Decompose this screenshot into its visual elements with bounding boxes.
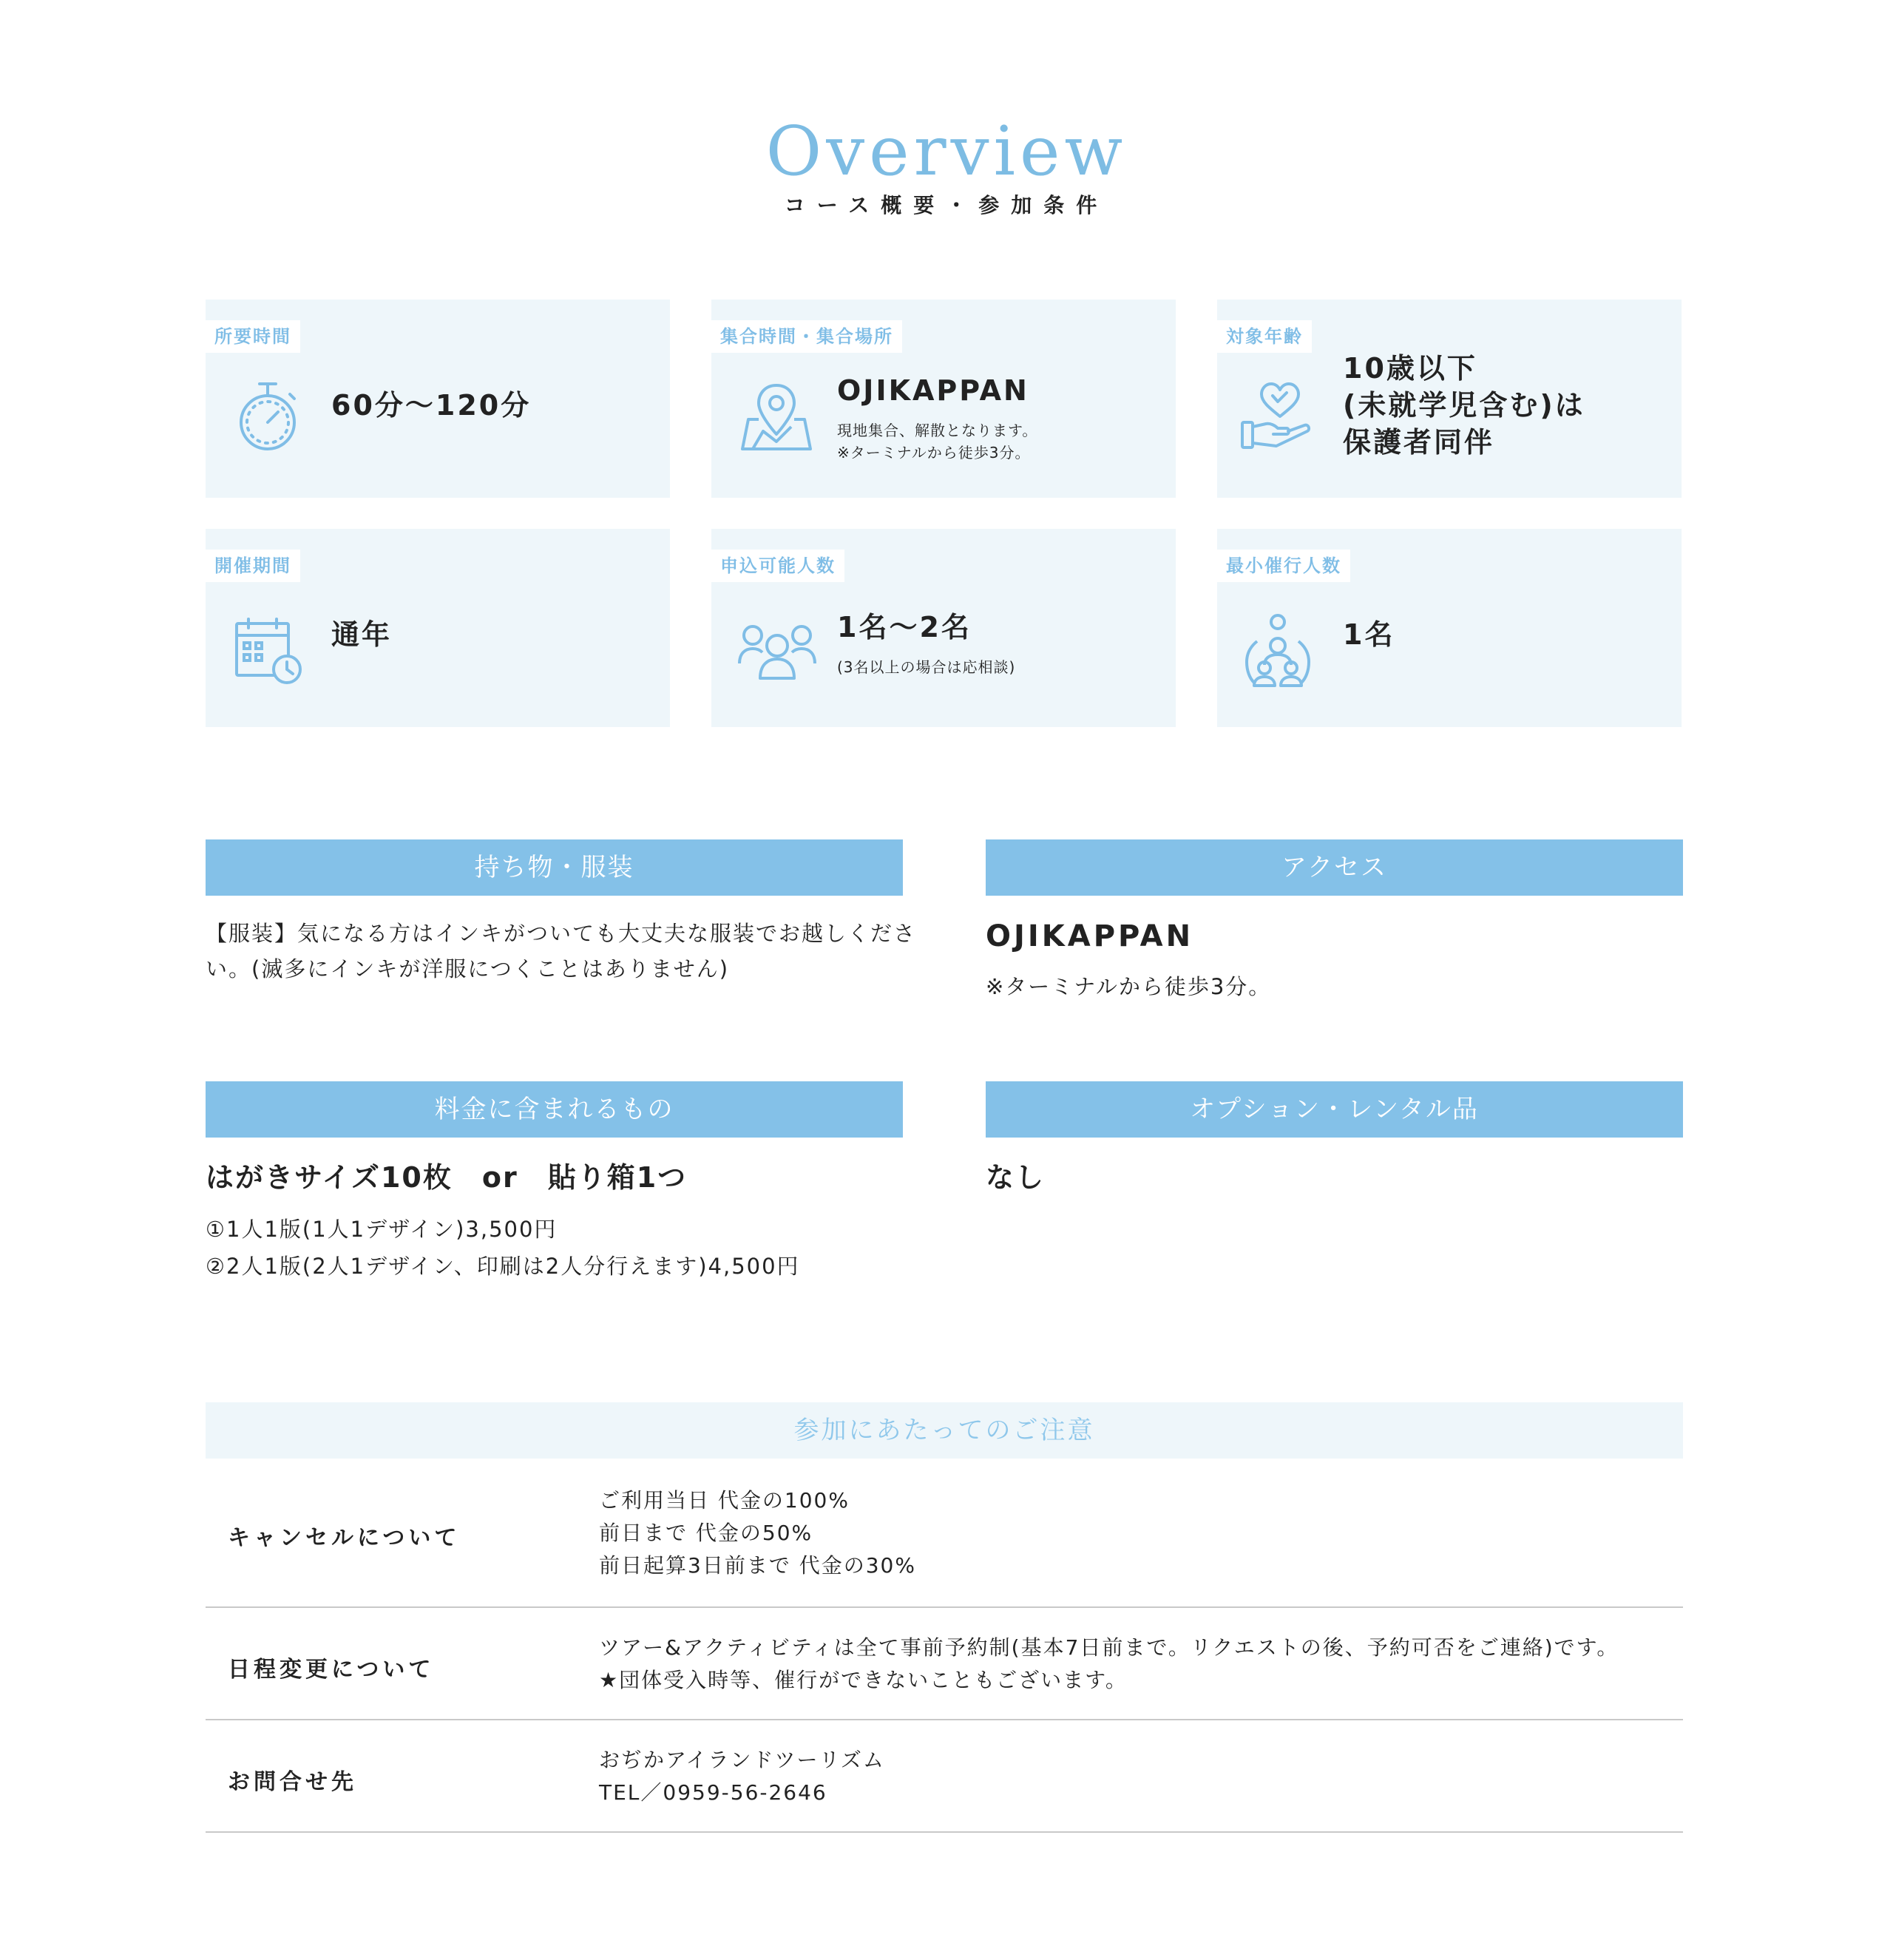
row-label-cancel: キャンセルについて	[228, 1525, 461, 1551]
belongings-text: 【服装】気になる方はインキがついても大丈夫な服装でお越しくださ	[206, 921, 917, 946]
options-heading: オプション・レンタル品	[986, 1081, 1683, 1138]
card-tag: 開催期間	[206, 550, 300, 582]
access-heading: アクセス	[986, 839, 1683, 896]
map-pin-icon	[738, 379, 815, 453]
row-value: TEL／0959-56-2646	[599, 1780, 827, 1805]
row-value: 前日まで 代金の50%	[599, 1521, 813, 1545]
card-duration	[206, 300, 670, 498]
access-note: ※ターミナルから徒歩3分。	[986, 974, 1272, 999]
stopwatch-icon	[235, 379, 302, 453]
row-value: ご利用当日 代金の100%	[599, 1488, 850, 1513]
card-value: 60分〜120分	[331, 389, 532, 422]
belongings-text: い。(滅多にインキが洋服につくことはありません)	[206, 956, 730, 981]
calendar-clock-icon	[232, 616, 306, 687]
page-subtitle: コース概要・参加条件	[784, 193, 1109, 217]
card-note: (3名以上の場合は応相談)	[837, 658, 1016, 676]
included-line: ②2人1版(2人1デザイン、印刷は2人分行えます)4,500円	[206, 1254, 800, 1279]
row-value: ★団体受入時等、催行ができないこともございます。	[599, 1668, 1128, 1692]
card-value-line: 保護者同伴	[1343, 426, 1495, 459]
row-value: ツアー&アクティビティは全て事前予約制(基本7日前まで。リクエストの後、予約可否をご連絡)です。	[599, 1635, 1619, 1660]
card-note: 現地集合、解散となります。	[837, 422, 1038, 439]
card-minimum	[1217, 529, 1682, 727]
card-value-line: (未就学児含む)は	[1343, 389, 1585, 422]
card-capacity	[711, 529, 1176, 727]
included-line: ①1人1版(1人1デザイン)3,500円	[206, 1217, 558, 1242]
row-divider	[206, 1719, 1683, 1720]
card-value: 1名〜2名	[837, 611, 972, 643]
row-value: 前日起算3日前まで 代金の30%	[599, 1553, 916, 1578]
person-circle-icon	[1242, 612, 1313, 689]
card-tag: 対象年齢	[1217, 320, 1312, 353]
row-divider	[206, 1606, 1683, 1608]
belongings-heading: 持ち物・服装	[206, 839, 903, 896]
card-tag: 申込可能人数	[711, 550, 844, 582]
card-value: OJIKAPPAN	[837, 374, 1029, 407]
card-note: ※ターミナルから徒歩3分。	[837, 444, 1031, 462]
card-age	[1217, 300, 1682, 498]
card-value: 通年	[331, 618, 393, 651]
included-main: はがきサイズ10枚 or 貼り箱1つ	[206, 1161, 688, 1194]
included-heading: 料金に含まれるもの	[206, 1081, 903, 1138]
card-tag: 集合時間・集合場所	[711, 320, 902, 353]
card-period	[206, 529, 670, 727]
row-divider	[206, 1831, 1683, 1833]
access-name: OJIKAPPAN	[986, 919, 1194, 953]
heart-hand-icon	[1239, 379, 1316, 453]
card-tag: 所要時間	[206, 320, 300, 353]
row-label-contact: お問合せ先	[228, 1769, 357, 1795]
row-label-reschedule: 日程変更について	[228, 1657, 435, 1683]
card-tag: 最小催行人数	[1217, 550, 1350, 582]
page-title: Overview	[765, 112, 1128, 191]
notes-heading: 参加にあたってのご注意	[206, 1402, 1683, 1459]
card-value-line: 10歳以下	[1343, 352, 1477, 385]
card-meeting	[711, 300, 1176, 498]
row-value: おぢかアイランドツーリズム	[599, 1748, 885, 1772]
group-icon	[736, 616, 818, 683]
options-value: なし	[986, 1161, 1046, 1194]
card-value: 1名	[1343, 618, 1395, 651]
